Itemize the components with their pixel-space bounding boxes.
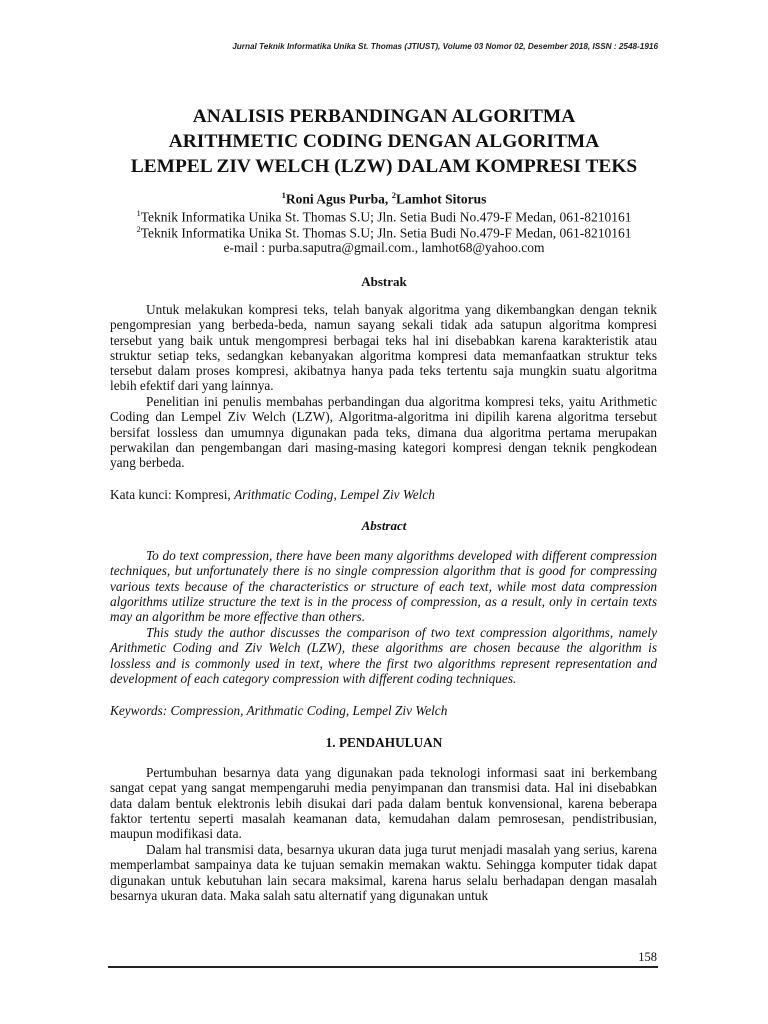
- section-paragraph-1: Pertumbuhan besarnya data yang digunakan pada teknologi informasi saat ini berkembang sangat cepat yang sangat mempengaruhi media penyimpanan dan transmisi data. Hal ini disebabkan data dalam bentuk elektronis lebih disukai dari pada dalam bentuk konvensional, karena beberapa faktor tertentu seperti masalah keamanan data, kemudahan dalam pemrosesan, pendistribusian, maupun modifikasi data.: [110, 765, 657, 842]
- kata-kunci: [110, 487, 657, 503]
- abstract-paragraph-1: To do text compression, there have been many algorithms developed with different compression techniques, but unfortunately there is no single compression algorithm that is good for compressing various texts because of the characteristics or structure of each text, while most data compression algorithms utilize structure the text is in the process of compression, as a result, only in certain texts may an algorithm be more effective than others.: [110, 548, 657, 625]
- kata-kunci-label: Kata kunci: Kompresi,: [110, 487, 235, 502]
- author-superscript: 1: [281, 190, 286, 200]
- title-line: ARITHMETIC CODING DENGAN ALGORITMA: [168, 131, 600, 152]
- abstrak-paragraph-1: Untuk melakukan kompresi teks, telah banyak algoritma yang dikembangkan dengan teknik pengompresian yang berbeda-beda, namun sayang sekali tidak ada satupun algoritma kompresi tersebut yang baik untuk mengompresi berbagai teks hal ini disebabkan karena karakteristik atau struktur setiap teks, sedangkan kebanyakan algoritma kompresi data memanfaatkan struktur teks tersebut dalam proses kompresi, akibatnya hanya pada teks tertentu saja mungkin suatu algoritma lebih efektif dari yang lainnya.: [110, 302, 657, 394]
- abstrak-heading: Abstrak: [361, 274, 407, 289]
- affiliation-1: [90, 208, 678, 226]
- author-list: [90, 190, 678, 208]
- footer-rule: [108, 966, 658, 968]
- abstrak-paragraph-2: Penelitian ini penulis membahas perbandingan dua algoritma kompresi teks, yaitu Arithmetic Coding dan Lempel Ziv Welch (LZW), Algoritma-algoritma ini dipilih karena algoritma tersebut bersifat lossless dan umumnya digunakan pada teks, dimana dua algoritma pertama merupakan perwakilan dan pengembangan dari masing-masing kategori kompresi dengan teknik pengkodean yang berbeda.: [110, 394, 657, 471]
- journal-header: Jurnal Teknik Informatika Unika St. Thomas (JTIUST), Volume 03 Nomor 02, Desember 2018, ISSN : 2548-1916: [232, 42, 658, 51]
- paper-title: [90, 104, 678, 179]
- section-paragraph-2: Dalam hal transmisi data, besarnya ukuran data juga turut menjadi masalah yang serius, karena memperlambat sampainya data ke tujuan semakin memakan waktu. Sehingga komputer tidak dapat digunakan untuk kebutuhan lain secara maksimal, karena harus selalu berhadapan dengan masalah besarnya ukuran data. Maka salah satu alternatif yang digunakan untuk: [110, 842, 657, 903]
- affiliation-text: Teknik Informatika Unika St. Thomas S.U; Jln. Setia Budi No.479-F Medan, 061-8210161: [140, 209, 632, 225]
- affiliation-superscript: 1: [136, 208, 141, 218]
- kata-kunci-term: Lempel Ziv Welch: [340, 487, 435, 502]
- abstract-heading: Abstract: [361, 518, 407, 533]
- author-name: Lamhot Sitorus: [395, 191, 487, 207]
- affiliation-2: [90, 224, 678, 242]
- author-superscript: 2: [391, 190, 396, 200]
- author-name: Roni Agus Purba,: [285, 191, 392, 207]
- kata-kunci-separator: ,: [333, 487, 341, 502]
- title-line: LEMPEL ZIV WELCH (LZW) DALAM KOMPRESI TEKS: [130, 156, 638, 177]
- kata-kunci-term: Arithmatic Coding: [234, 487, 334, 502]
- title-line: ANALISIS PERBANDINGAN ALGORITMA: [192, 106, 576, 127]
- keywords: Keywords: Compression, Arithmatic Coding, Lempel Ziv Welch: [110, 703, 448, 718]
- affiliation-superscript: 2: [136, 224, 141, 234]
- abstract-paragraph-2: This study the author discusses the comparison of two text compression algorithms, namely Arithmetic Coding and Ziv Welch (LZW), these algorithms are chosen because the algorithm is lossless and is commonly used in text, where the first two algorithms represent representation and development of each category compression with different coding techniques.: [110, 625, 657, 686]
- section-heading: 1. PENDAHULUAN: [325, 735, 443, 750]
- email-line: e-mail : purba.saputra@gmail.com., lamhot68@yahoo.com: [223, 240, 545, 255]
- page-number: 158: [638, 950, 657, 964]
- affiliation-text: Teknik Informatika Unika St. Thomas S.U; Jln. Setia Budi No.479-F Medan, 061-8210161: [140, 225, 632, 241]
